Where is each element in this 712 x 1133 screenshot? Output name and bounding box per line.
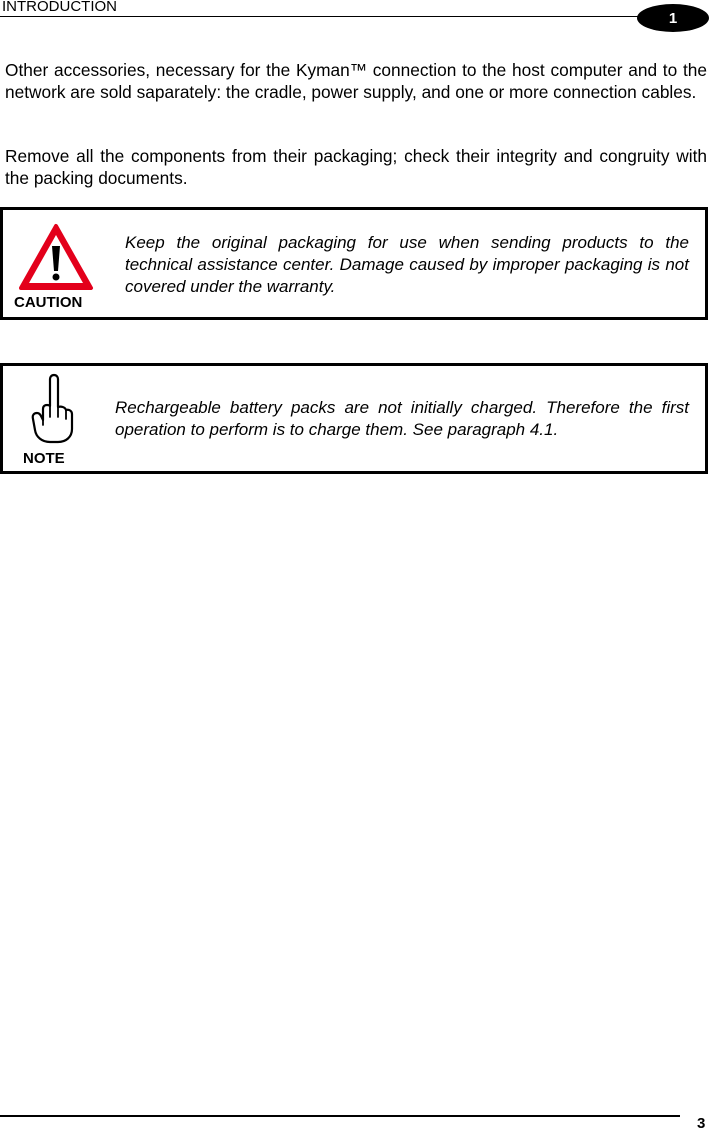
pointing-hand-icon bbox=[28, 371, 74, 450]
body-paragraph: Remove all the components from their packaging; check their integrity and congruity with the packing documents. bbox=[5, 146, 707, 188]
page-number: 3 bbox=[697, 1115, 706, 1132]
caution-box bbox=[0, 207, 708, 320]
footer-rule bbox=[0, 1115, 680, 1117]
header-rule bbox=[0, 16, 650, 17]
chapter-badge bbox=[637, 4, 709, 32]
note-box bbox=[0, 363, 708, 474]
chapter-number: 1 bbox=[668, 9, 678, 27]
note-text: Rechargeable battery packs are not initially charged. Therefore the first operation to perform is to charge them. See paragraph 4.1. bbox=[115, 398, 689, 439]
caution-text: Keep the original packaging for use when sending products to the technical assistance center. Damage caused by improper packaging is not covered under the warranty. bbox=[125, 233, 689, 296]
note-label: NOTE bbox=[23, 450, 65, 467]
caution-triangle-icon bbox=[18, 222, 94, 297]
body-paragraph: Other accessories, necessary for the Kyman™ connection to the host computer and to the network are sold saparately: the cradle, power supply, and one or more connection cables. bbox=[5, 60, 707, 102]
section-title: INTRODUCTION bbox=[2, 0, 117, 15]
caution-label: CAUTION bbox=[14, 294, 83, 311]
